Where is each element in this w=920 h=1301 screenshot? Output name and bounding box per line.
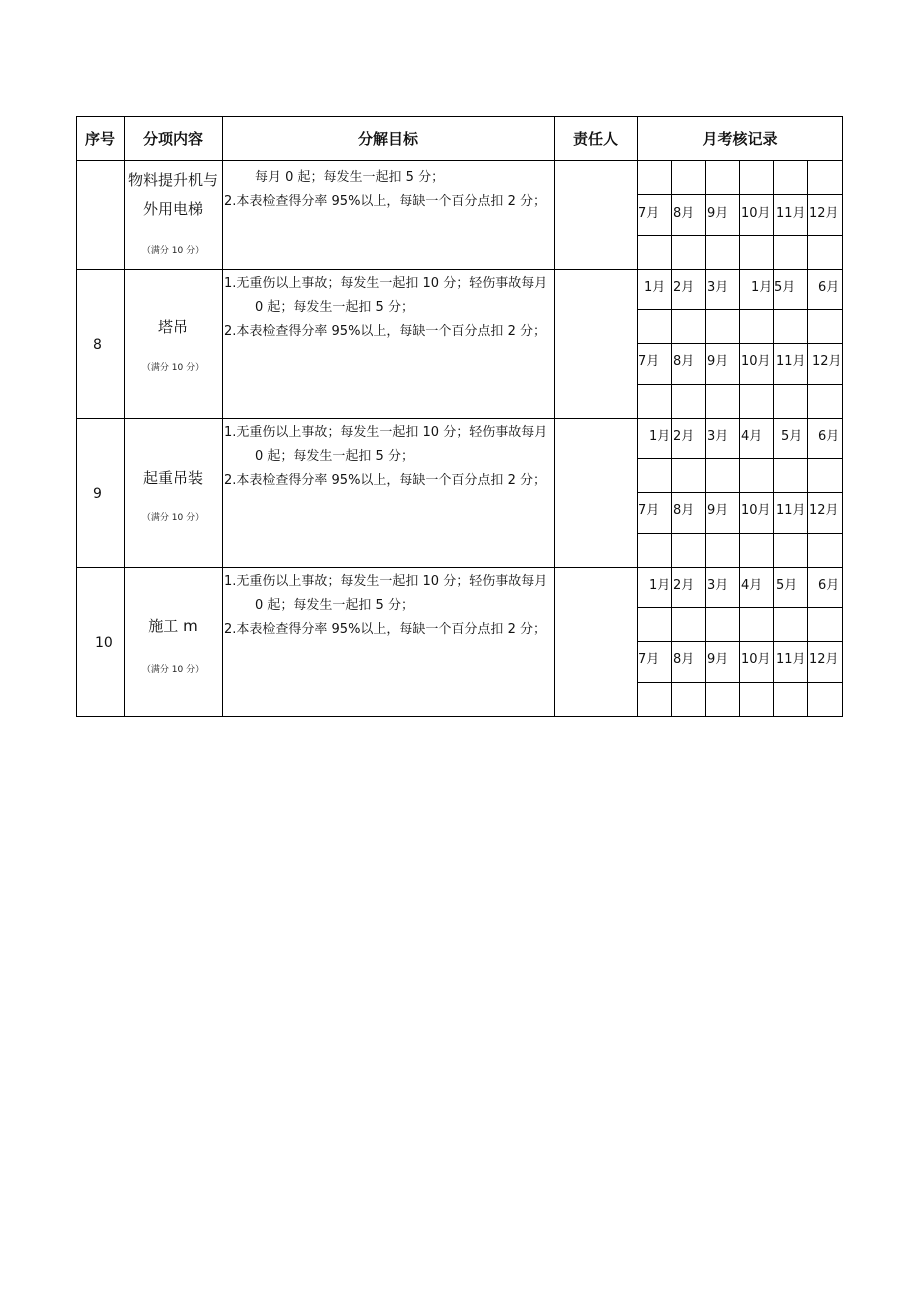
- row-line: [76, 418, 843, 419]
- target-line: 2.本表检查得分率 95%以上，每缺一个百分点扣 2 分；: [224, 194, 546, 209]
- item-note: （满分 10 分）: [141, 246, 205, 256]
- item-note: （满分 10 分）: [141, 513, 205, 523]
- target-text: [224, 166, 554, 214]
- month-cell: 10月: [741, 652, 771, 667]
- target-line: 每月 0 起；每发生一起扣 5 分；: [255, 170, 445, 185]
- month-cell: 7月: [638, 503, 660, 518]
- month-cell: 8月: [673, 652, 695, 667]
- month-cell: 1月: [644, 280, 666, 295]
- row-line: [76, 269, 843, 270]
- month-cell: 2月: [673, 280, 695, 295]
- month-row-line: [637, 309, 843, 310]
- item-name-line2: 外用电梯: [142, 200, 203, 218]
- header-monthly: 月考核记录: [702, 130, 778, 148]
- month-cell: 4月: [741, 429, 763, 444]
- target-line: 0 起；每发生一起扣 5 分；: [255, 300, 414, 315]
- month-cell: 2月: [673, 429, 695, 444]
- month-cell: 8月: [673, 354, 695, 369]
- month-row-line: [637, 641, 843, 642]
- target-line: 2.本表检查得分率 95%以上，每缺一个百分点扣 2 分；: [224, 473, 546, 488]
- month-cell: 12月: [809, 503, 839, 518]
- month-cell: 7月: [638, 652, 660, 667]
- month-row-line: [637, 194, 843, 195]
- month-col-line: [705, 161, 706, 717]
- month-cell: 6月: [818, 429, 840, 444]
- month-cell: 9月: [707, 354, 729, 369]
- month-cell: 7月: [638, 206, 660, 221]
- month-row-line: [637, 235, 843, 236]
- month-cell: 4月: [741, 578, 763, 593]
- month-cell: 2月: [673, 578, 695, 593]
- target-line: 0 起；每发生一起扣 5 分；: [255, 598, 414, 613]
- month-cell: 6月: [818, 280, 840, 295]
- col-line: [554, 116, 555, 717]
- month-cell: 12月: [809, 652, 839, 667]
- item-note: （满分 10 分）: [141, 363, 205, 373]
- target-line: 1.无重伤以上事故；每发生一起扣 10 分；轻伤事故每月: [224, 574, 548, 589]
- month-cell: 3月: [707, 578, 729, 593]
- month-cell: 1月: [649, 578, 671, 593]
- target-text: [224, 570, 554, 642]
- item-name-line1: 物料提升机与: [127, 171, 218, 189]
- month-row-line: [637, 343, 843, 344]
- header-no: 序号: [84, 130, 115, 148]
- item-note: （满分 10 分）: [141, 665, 205, 675]
- month-row-line: [637, 607, 843, 608]
- month-col-line: [773, 161, 774, 717]
- month-cell: 10月: [741, 354, 771, 369]
- month-row-line: [637, 533, 843, 534]
- month-row-line: [637, 682, 843, 683]
- month-cell: 3月: [707, 429, 729, 444]
- header-item: 分项内容: [142, 130, 203, 148]
- target-text: [224, 421, 554, 493]
- month-cell: 9月: [707, 652, 729, 667]
- month-cell: 12月: [809, 206, 839, 221]
- header-owner: 责任人: [572, 130, 618, 148]
- month-cell: 1月: [649, 429, 671, 444]
- target-line: 2.本表检查得分率 95%以上，每缺一个百分点扣 2 分；: [224, 324, 546, 339]
- month-cell: 3月: [707, 280, 729, 295]
- month-col-line: [671, 161, 672, 717]
- month-cell: 8月: [673, 503, 695, 518]
- target-line: 0 起；每发生一起扣 5 分；: [255, 449, 414, 464]
- month-cell: 9月: [707, 206, 729, 221]
- item-name-line1: 塔吊: [157, 318, 188, 336]
- month-cell: 1月: [751, 280, 773, 295]
- item-name-line1: 施工 m: [148, 617, 198, 635]
- month-row-line: [637, 458, 843, 459]
- month-col-line: [739, 161, 740, 717]
- month-cell: 6月: [818, 578, 840, 593]
- month-cell: 5月: [774, 280, 796, 295]
- header-target: 分解目标: [357, 130, 418, 148]
- row-number: 9: [93, 486, 102, 502]
- item-name-line1: 起重吊装: [142, 469, 203, 487]
- row-number: 10: [95, 635, 113, 651]
- month-cell: 9月: [707, 503, 729, 518]
- month-cell: 11月: [776, 206, 806, 221]
- row-number: 8: [93, 337, 102, 353]
- month-col-line: [807, 161, 808, 717]
- month-cell: 10月: [741, 503, 771, 518]
- month-cell: 12月: [812, 354, 842, 369]
- month-cell: 8月: [673, 206, 695, 221]
- target-line: 1.无重伤以上事故；每发生一起扣 10 分；轻伤事故每月: [224, 425, 548, 440]
- month-cell: 10月: [741, 206, 771, 221]
- month-cell: 5月: [776, 578, 798, 593]
- row-line: [76, 567, 843, 568]
- month-cell: 5月: [781, 429, 803, 444]
- col-line: [222, 116, 223, 717]
- month-cell: 11月: [776, 652, 806, 667]
- month-cell: 7月: [638, 354, 660, 369]
- month-cell: 11月: [776, 503, 806, 518]
- month-row-line: [637, 384, 843, 385]
- month-cell: 11月: [776, 354, 806, 369]
- target-text: [224, 272, 554, 344]
- target-line: 1.无重伤以上事故；每发生一起扣 10 分；轻伤事故每月: [224, 276, 548, 291]
- target-line: 2.本表检查得分率 95%以上，每缺一个百分点扣 2 分；: [224, 622, 546, 637]
- month-row-line: [637, 492, 843, 493]
